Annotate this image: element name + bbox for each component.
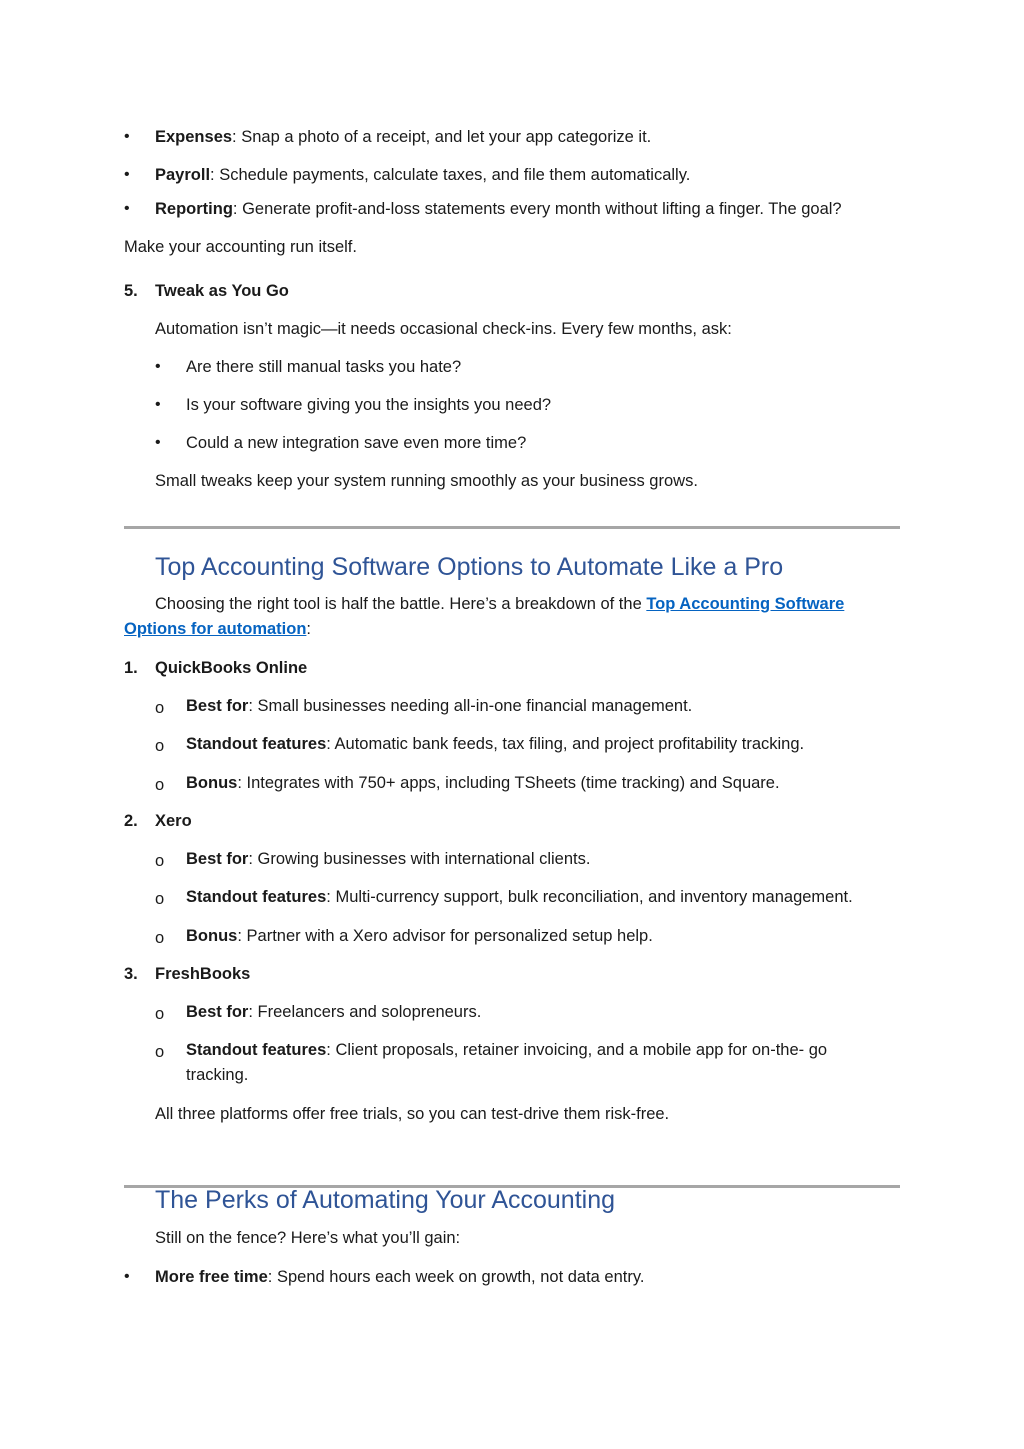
perks-intro: Still on the fence? Here’s what you’ll gain: — [155, 1229, 461, 1247]
product-detail: Best for: Small businesses needing all-in-one financial management. — [186, 697, 693, 715]
bullet-icon: • — [124, 1268, 130, 1285]
sub-bullet-icon: o — [155, 890, 165, 908]
software-intro-line1: Choosing the right tool is half the battle. Here’s a breakdown of the Top Accounting Software — [155, 595, 845, 613]
product-detail: Bonus: Integrates with 750+ apps, including TSheets (time tracking) and Square. — [186, 774, 780, 792]
sub-bullet-icon: o — [155, 776, 165, 794]
step-title: Tweak as You Go — [155, 282, 289, 300]
section-heading-software: Top Accounting Software Options to Automate Like a Pro — [155, 553, 784, 581]
bullet-icon: • — [124, 128, 130, 145]
bullet-reporting: Reporting: Generate profit-and-loss statements every month without lifting a finger. The goal? — [155, 200, 842, 218]
bullet-icon: • — [124, 200, 130, 217]
bullet-payroll: Payroll: Schedule payments, calculate taxes, and file them automatically. — [155, 166, 691, 184]
product-number: 3. — [124, 965, 138, 983]
bullet-icon: • — [155, 396, 161, 413]
product-detail: Bonus: Partner with a Xero advisor for personalized setup help. — [186, 927, 653, 945]
product-detail-continued: tracking. — [186, 1066, 249, 1084]
bullet-icon: • — [155, 358, 161, 375]
section-heading-perks: The Perks of Automating Your Accounting — [155, 1186, 616, 1214]
step-outro: Small tweaks keep your system running smoothly as your business grows. — [155, 472, 698, 490]
software-options-link[interactable]: Top Accounting Software — [646, 595, 845, 613]
question-item: Is your software giving you the insights you need? — [186, 396, 552, 414]
software-intro-line2: Options for automation: — [124, 620, 311, 638]
product-detail: Best for: Freelancers and solopreneurs. — [186, 1003, 482, 1021]
product-name: Xero — [155, 812, 192, 830]
bullet-icon: • — [124, 166, 130, 183]
sub-bullet-icon: o — [155, 737, 165, 755]
step-number: 5. — [124, 282, 138, 300]
sub-bullet-icon: o — [155, 699, 165, 717]
product-detail: Standout features: Automatic bank feeds, tax filing, and project profitability tracking. — [186, 735, 805, 753]
sub-bullet-icon: o — [155, 929, 165, 947]
question-item: Could a new integration save even more time? — [186, 434, 527, 452]
product-detail: Standout features: Multi-currency support, bulk reconciliation, and inventory management. — [186, 888, 853, 906]
product-number: 1. — [124, 659, 138, 677]
product-detail: Best for: Growing businesses with international clients. — [186, 850, 591, 868]
bullet-expenses: Expenses: Snap a photo of a receipt, and let your app categorize it. — [155, 128, 652, 146]
product-detail: Standout features: Client proposals, retainer invoicing, and a mobile app for on-the- go — [186, 1041, 828, 1059]
software-outro: All three platforms offer free trials, so you can test-drive them risk-free. — [155, 1105, 670, 1123]
perk-item: More free time: Spend hours each week on growth, not data entry. — [155, 1268, 645, 1286]
question-item: Are there still manual tasks you hate? — [186, 358, 462, 376]
product-name: QuickBooks Online — [155, 659, 308, 677]
product-name: FreshBooks — [155, 965, 251, 983]
software-options-link-continued[interactable]: Options for automation — [124, 620, 307, 638]
step-intro: Automation isn’t magic—it needs occasional check-ins. Every few months, ask: — [155, 320, 732, 338]
section-divider — [124, 526, 900, 529]
bullet-icon: • — [155, 434, 161, 451]
product-number: 2. — [124, 812, 138, 830]
sub-bullet-icon: o — [155, 1043, 165, 1061]
sub-bullet-icon: o — [155, 852, 165, 870]
sub-bullet-icon: o — [155, 1005, 165, 1023]
goal-line: Make your accounting run itself. — [124, 238, 357, 256]
